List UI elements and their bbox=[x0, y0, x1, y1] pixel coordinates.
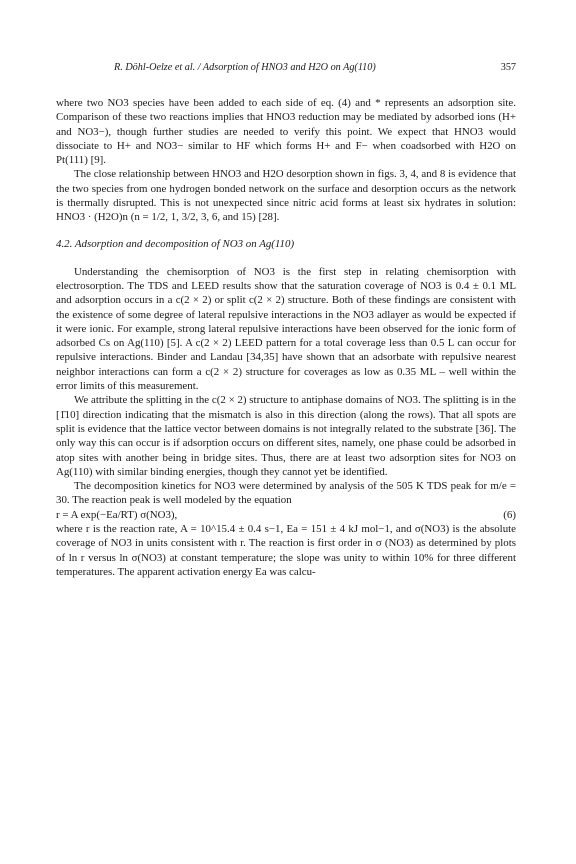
paragraph-1: where two NO3 species have been added to each side of eq. (4) and * represents an adsorption site. Comparison of these two reactions implies that HNO3 reduction may be mediated by adsorbed ions (H+ and NO3−), though further studies are needed to verify this point. We expect that HNO3 would dissociate to H+ and NO3− similar to HF which forms H+ and F− when coadsorbed with H2O on Pt(111) [9]. bbox=[56, 97, 516, 167]
paragraph-5: The decomposition kinetics for NO3 were determined by analysis of the 505 K TDS peak for m/e = 30. The reaction peak is well modeled by the equation bbox=[56, 480, 516, 507]
body-text bbox=[56, 96, 516, 579]
paragraph-3: Understanding the chemisorption of NO3 is the first step in relating chemisorption with electrosorption. The TDS and LEED results show that the saturation coverage of NO3 is 0.4 ± 0.1 ML and adsorption occurs in a c(2 × 2) or split c(2 × 2) structure. Both of these findings are consistent with the existence of some degree of lateral repulsive interactions in the NO3 adlayer as would be expected if it were ionic. For example, strong lateral repulsive interactions have been observed for the ionic form of adsorbed Cs on Ag(110) [5]. A c(2 × 2) LEED pattern for a total coverage less than 0.5 L can occur for repulsive interactions. Binder and Landau [34,35] have shown that an adsorbate with repulsive nearest neighbor interactions can form a c(2 × 2) structure for coverages as low as 0.35 ML – well within the error limits of this measurement. bbox=[56, 265, 516, 393]
paragraph-4: We attribute the splitting in the c(2 × 2) structure to antiphase domains of NO3. The splitting is in the [1̄10] direction indicating that the mismatch is also in this direction (along the rows). That all spots are split is evidence that the lattice vector between domains is not integrally related to the substrate [36]. The only way this can occur is if adsorption occurs on different sites, namely, one phase could be adsorbed in atop sites with another being in bridge sites. Thus, there are at least two adsorption sites for NO3 on Ag(110) with similar binding energies, though they cannot yet be identified. bbox=[56, 394, 516, 478]
running-title: R. Döhl-Oelze et al. / Adsorption of HNO3 and H2O on Ag(110) bbox=[114, 62, 376, 73]
page-header bbox=[56, 62, 516, 76]
paragraph-2: The close relationship between HNO3 and H2O desorption shown in figs. 3, 4, and 8 is evidence that the two species from one hydrogen bonded network on the surface and desorption occurs as the network is thermally disrupted. This is not unexpected since nitric acid forms at least six hydrates in solution: HNO3 · (H2O)n (n = 1/2, 1, 3/2, 3, 6, and 15) [28]. bbox=[56, 168, 516, 224]
paragraph-6: where r is the reaction rate, A = 10^15.4 ± 0.4 s−1, Ea = 151 ± 4 kJ mol−1, and σ(NO3) is the absolute coverage of NO3 in units consistent with r. The reaction is first order in σ (NO3) as determined by plots of ln r versus ln σ(NO3) at constant temperature; the slope was unity to within 10% for three different temperatures. The apparent activation energy Ea was calcu- bbox=[56, 523, 516, 578]
equation-text: r = A exp(−Ea/RT) σ(NO3), bbox=[56, 508, 178, 521]
equation-6 bbox=[56, 508, 516, 522]
page-number: 357 bbox=[500, 62, 516, 73]
section-heading: 4.2. Adsorption and decomposition of NO3 on Ag(110) bbox=[56, 237, 295, 250]
equation-number: (6) bbox=[503, 508, 516, 521]
